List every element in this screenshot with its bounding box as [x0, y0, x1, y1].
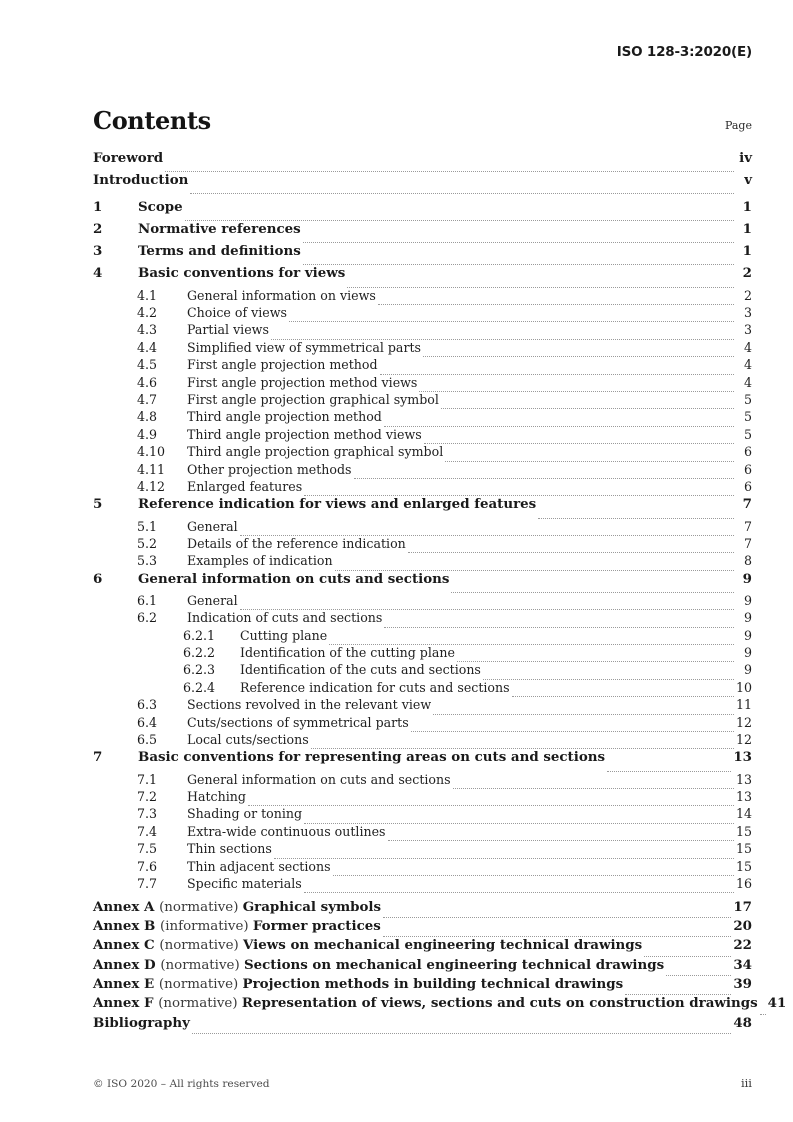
toc-entry-label: Thin sections	[187, 841, 272, 857]
toc-entry-clause-5[interactable]	[93, 498, 752, 520]
toc-entry-number: 4.8	[137, 409, 158, 425]
toc-page-number: 12	[735, 731, 752, 747]
dot-leader	[423, 356, 734, 357]
toc-page-number: 6	[743, 478, 752, 494]
toc-entry-number: 7.5	[137, 841, 158, 857]
annex-kind: (normative)	[159, 938, 243, 954]
toc-entry-label: Examples of indication	[187, 553, 333, 569]
annex-name: Annex E	[93, 975, 159, 992]
annex-title: Former practices	[252, 918, 381, 935]
annex-name: Annex A	[93, 898, 160, 915]
toc-entry-number: 6.4	[137, 714, 158, 730]
toc-entry-number: 4.7	[137, 391, 158, 407]
table-of-contents	[93, 150, 787, 1036]
toc-entry-label: First angle projection method	[187, 357, 378, 373]
toc-page-number: 2	[743, 287, 752, 303]
dot-leader	[451, 592, 734, 593]
dot-leader	[303, 242, 734, 243]
toc-entry-frontmatter[interactable]	[93, 152, 752, 174]
toc-entry-number: 6.2.4	[183, 679, 216, 695]
dot-leader	[185, 220, 734, 221]
annex-kind: (normative)	[158, 996, 242, 1012]
toc-page-number: 13	[733, 749, 752, 766]
toc-entry-label: Hatching	[187, 788, 246, 804]
toc-page-number: 20	[733, 918, 752, 935]
dot-leader	[408, 552, 734, 553]
dot-leader	[384, 426, 734, 427]
toc-entry-label: Third angle projection graphical symbol	[187, 444, 444, 460]
toc-page-number: 13	[735, 771, 752, 787]
toc-entry-number: 2	[93, 221, 103, 238]
toc-page-number: 3	[743, 322, 752, 338]
dot-leader	[424, 443, 734, 444]
toc-entry-number: 4.10	[137, 444, 166, 460]
toc-entry-number: 4.11	[137, 461, 166, 477]
toc-entry-clause-4[interactable]	[93, 267, 752, 289]
toc-entry-label: Details of the reference indication	[187, 535, 406, 551]
toc-entry-number: 7.2	[137, 788, 158, 804]
toc-entry-label: Terms and definitions	[138, 243, 301, 260]
toc-entry-number: 4	[93, 265, 103, 282]
toc-entry-label: Choice of views	[187, 305, 287, 321]
dot-leader	[383, 936, 732, 937]
dot-leader	[289, 321, 734, 322]
toc-page-number: 9	[742, 570, 752, 587]
dot-leader	[457, 661, 734, 662]
toc-entry-number: 4.4	[137, 339, 158, 355]
dot-leader	[192, 1033, 732, 1034]
toc-entry-label	[93, 939, 642, 952]
toc-page-number: 9	[743, 592, 752, 608]
toc-entry-label: Reference indication for views and enlarged features	[138, 496, 537, 513]
toc-entry-number: 7.3	[137, 806, 158, 822]
annex-title: Projection methods in building technical drawings	[242, 975, 624, 992]
toc-entry-clause-7[interactable]	[93, 751, 752, 773]
toc-entry-number: 6	[93, 570, 103, 587]
toc-page-number: 4	[743, 357, 752, 373]
toc-entry-number: 6.2.2	[183, 645, 216, 661]
toc-entry-number: 6.2.1	[183, 627, 216, 643]
toc-entry-label: General information on cuts and sections	[138, 570, 450, 587]
toc-entry-label: Enlarged features	[187, 478, 303, 494]
toc-page-number: 9	[743, 662, 752, 678]
toc-page-number: 48	[733, 1014, 752, 1031]
annex-title: Sections on mechanical engineering technical drawings	[243, 956, 665, 973]
toc-page-number: 6	[743, 461, 752, 477]
toc-entry-label: General	[187, 518, 238, 534]
toc-entry-label: Specific materials	[187, 875, 302, 891]
annex-title: Representation of views, sections and cuts on construction drawings	[241, 995, 758, 1012]
annex-kind: (normative)	[159, 899, 243, 915]
toc-entry-clause-4.10[interactable]	[93, 446, 752, 463]
toc-entry-label: Basic conventions for representing areas on cuts and sections	[138, 749, 606, 766]
toc-entry-label: Basic conventions for views	[138, 265, 346, 282]
page-footer	[93, 1076, 752, 1090]
toc-page-number: 1	[742, 198, 752, 215]
dot-leader	[165, 171, 734, 172]
toc-page-number: 5	[743, 391, 752, 407]
toc-entry-clause-4.5[interactable]	[93, 359, 752, 376]
dot-leader	[271, 339, 734, 340]
toc-entry-label: Indication of cuts and sections	[187, 610, 383, 626]
annex-kind: (normative)	[158, 976, 243, 992]
toc-entry-label: General	[187, 592, 238, 608]
toc-entry-number: 6.2.3	[183, 662, 216, 678]
toc-entry-annex-b[interactable]	[93, 920, 752, 939]
toc-entry-clause-7.7[interactable]	[93, 875, 752, 895]
toc-page-number: 4	[743, 339, 752, 355]
toc-entry-number: 7.7	[137, 875, 158, 891]
dot-leader	[240, 535, 734, 536]
toc-page-number: 1	[742, 243, 752, 260]
toc-page-number: 8	[743, 553, 752, 569]
annex-title: Graphical symbols	[242, 898, 382, 915]
toc-entry-label: Third angle projection method views	[187, 426, 422, 442]
toc-entry-label	[93, 898, 382, 915]
toc-page-number: 9	[743, 645, 752, 661]
toc-entry-number: 4.12	[137, 478, 166, 494]
annex-name: Annex D	[93, 956, 161, 973]
dot-leader	[538, 518, 734, 519]
toc-entry-number: 4.2	[137, 305, 158, 321]
dot-leader	[304, 823, 734, 824]
contents-title-row	[93, 106, 752, 135]
dot-leader	[453, 788, 734, 789]
toc-page-number: 15	[735, 823, 752, 839]
toc-entry-frontmatter[interactable]	[93, 174, 752, 196]
dot-leader	[311, 748, 734, 749]
folio-page-number: iii	[740, 1076, 752, 1090]
toc-entry-bibliography[interactable]	[93, 1014, 752, 1036]
dot-leader	[666, 975, 731, 976]
page-title: Contents	[93, 106, 211, 135]
annex-name: Annex B	[93, 918, 161, 935]
toc-page-number: 9	[743, 627, 752, 643]
dot-leader	[380, 374, 734, 375]
toc-entry-label: Identification of the cutting plane	[240, 645, 455, 661]
toc-page-number: 16	[735, 875, 752, 891]
toc-entry-number: 5	[93, 496, 103, 513]
toc-entry-number: 7.4	[137, 823, 158, 839]
toc-entry-label: General information on cuts and sections	[187, 771, 451, 787]
toc-page-number: 4	[743, 374, 752, 390]
toc-entry-number: 5.3	[137, 553, 158, 569]
toc-entry-label	[93, 920, 381, 933]
dot-leader	[383, 917, 731, 918]
dot-leader	[625, 994, 731, 995]
toc-entry-label: Thin adjacent sections	[187, 858, 331, 874]
toc-entry-number: 1	[93, 198, 103, 215]
toc-page-number: 17	[733, 898, 752, 915]
toc-entry-label: Extra-wide continuous outlines	[187, 823, 386, 839]
toc-entry-label	[93, 956, 665, 973]
dot-leader	[274, 858, 734, 859]
toc-entry-label: Scope	[138, 198, 183, 215]
dot-leader	[607, 771, 731, 772]
toc-entry-label: Normative references	[138, 221, 301, 238]
toc-page-number: 11	[735, 697, 752, 713]
dot-leader	[512, 696, 734, 697]
toc-page-number: 6	[743, 444, 752, 460]
toc-page-number: 15	[735, 858, 752, 874]
toc-entry-label: Identification of the cuts and sections	[240, 662, 481, 678]
dot-leader	[388, 840, 734, 841]
toc-page-number: 15	[735, 841, 752, 857]
toc-page-number: 5	[743, 409, 752, 425]
toc-entry-number: 6.3	[137, 697, 158, 713]
toc-entry-label: Partial views	[187, 322, 269, 338]
annex-name: Annex F	[93, 995, 159, 1012]
dot-leader	[304, 892, 734, 893]
copyright-notice: © ISO 2020 – All rights reserved	[93, 1078, 270, 1090]
toc-page-number: 7	[742, 496, 752, 513]
toc-entry-clause-1[interactable]	[93, 198, 752, 223]
toc-entry-number: 7	[93, 749, 103, 766]
toc-entry-label	[93, 997, 758, 1010]
toc-entry-clause-3[interactable]	[93, 245, 752, 267]
toc-entry-number: 6.2	[137, 610, 158, 626]
toc-entry-number: 4.1	[137, 287, 158, 303]
dot-leader	[248, 805, 734, 806]
toc-entry-number: 6.1	[137, 592, 158, 608]
toc-entry-number: 4.5	[137, 357, 158, 373]
toc-entry-clause-7.5[interactable]	[93, 843, 752, 860]
dot-leader	[384, 627, 734, 628]
toc-entry-label: First angle projection method views	[187, 374, 418, 390]
dot-leader	[190, 193, 734, 194]
toc-page-number: 41	[767, 995, 787, 1012]
dot-leader	[419, 391, 734, 392]
dot-leader	[411, 731, 734, 732]
dot-leader	[333, 875, 734, 876]
dot-leader	[354, 478, 734, 479]
toc-page-number: 22	[733, 937, 752, 954]
dot-leader	[304, 495, 734, 496]
toc-page-number: 13	[735, 788, 752, 804]
toc-entry-number: 7.6	[137, 858, 158, 874]
dot-leader	[433, 714, 734, 715]
toc-entry-label	[93, 975, 624, 992]
toc-page-number: 14	[735, 806, 752, 822]
toc-entry-label: Introduction	[93, 172, 189, 189]
toc-entry-label: General information on views	[187, 287, 376, 303]
toc-entry-label: Simplified view of symmetrical parts	[187, 339, 421, 355]
dot-leader	[329, 644, 734, 645]
toc-entry-label: Other projection methods	[187, 461, 352, 477]
toc-entry-clause-6[interactable]	[93, 570, 752, 595]
toc-page-number: 5	[743, 426, 752, 442]
toc-entry-clause-2[interactable]	[93, 223, 752, 245]
toc-page-number: 39	[733, 975, 752, 992]
toc-entry-label: Cuts/sections of symmetrical parts	[187, 714, 409, 730]
document-reference-header: ISO 128-3:2020(E)	[616, 44, 752, 60]
toc-entry-number: 5.1	[137, 518, 158, 534]
toc-entry-number: 4.3	[137, 322, 158, 338]
toc-page-number: 34	[733, 956, 752, 973]
toc-entry-clause-6.3[interactable]	[93, 699, 752, 716]
toc-page-number: 3	[743, 305, 752, 321]
annex-title: Views on mechanical engineering technical drawings	[243, 937, 643, 954]
dot-leader	[335, 570, 734, 571]
dot-leader	[347, 287, 734, 288]
toc-page-number: 10	[735, 679, 752, 695]
toc-entry-number: 5.2	[137, 535, 158, 551]
toc-entry-annex-a[interactable]	[93, 898, 752, 920]
annex-kind: (normative)	[160, 957, 244, 973]
toc-entry-label: Cutting plane	[240, 627, 328, 643]
toc-entry-annex-f[interactable]	[93, 995, 787, 1016]
dot-leader	[303, 264, 734, 265]
toc-page-number: 1	[742, 221, 752, 238]
toc-entry-label: Sections revolved in the relevant view	[187, 697, 432, 713]
toc-entry-label: Foreword	[93, 150, 164, 166]
toc-entry-number: 3	[93, 243, 103, 260]
toc-entry-label: Reference indication for cuts and sections	[240, 679, 510, 695]
dot-leader	[760, 1014, 766, 1015]
toc-entry-number: 4.9	[137, 426, 158, 442]
dot-leader	[445, 461, 734, 462]
toc-entry-number: 7.1	[137, 771, 158, 787]
dot-leader	[441, 408, 734, 409]
annex-kind: (informative)	[160, 919, 253, 935]
toc-entry-label: First angle projection graphical symbol	[187, 391, 439, 407]
toc-page-number: 2	[742, 265, 752, 282]
toc-page-number: 9	[743, 610, 752, 626]
dot-leader	[240, 609, 734, 610]
toc-entry-label: Third angle projection method	[187, 409, 382, 425]
toc-page-number: 12	[735, 714, 752, 730]
dot-leader	[483, 679, 734, 680]
dot-leader	[378, 304, 734, 305]
toc-entry-label: Shading or toning	[187, 806, 303, 822]
toc-page-number: iv	[739, 150, 752, 166]
toc-page-number: v	[744, 172, 752, 189]
page-column-label: Page	[724, 119, 752, 132]
toc-page-number: 7	[743, 535, 752, 551]
toc-page-number: 7	[743, 518, 752, 534]
annex-name: Annex C	[93, 937, 160, 954]
toc-entry-number: 4.6	[137, 374, 158, 390]
dot-leader	[644, 956, 731, 957]
toc-entry-number: 6.5	[137, 731, 158, 747]
toc-entry-label: Local cuts/sections	[187, 731, 309, 747]
toc-entry-label: Bibliography	[93, 1014, 190, 1031]
